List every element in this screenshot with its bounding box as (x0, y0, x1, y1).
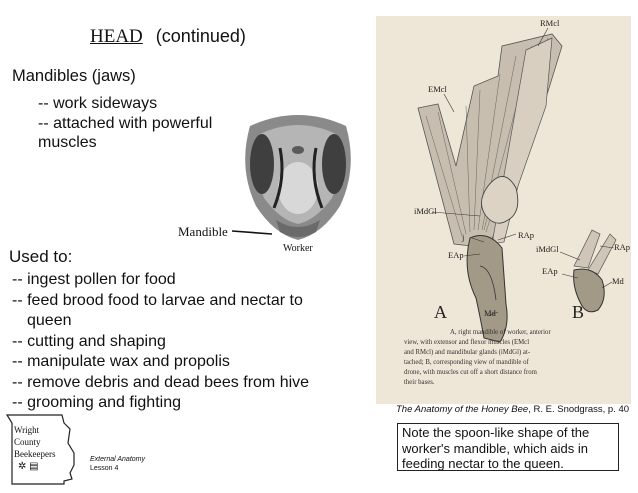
label-rap-b: RAp (614, 242, 631, 252)
title-head: HEAD (90, 26, 143, 47)
label-rmcl: RMcl (540, 18, 560, 28)
title-continued: (continued) (155, 26, 246, 46)
label-eap-a: EAp (448, 250, 464, 260)
source-book: The Anatomy of the Honey Bee (396, 404, 529, 415)
label-imdgl-a: iMdGl (414, 206, 437, 216)
label-md-a: Md (484, 308, 496, 318)
logo-line-3: Beekeepers (14, 449, 56, 459)
uses-item: -- feed brood food to larvae and nectar to (12, 291, 303, 309)
plate-caption-line: and RMcl) and mandibular glands (iMdGl) at- (404, 349, 531, 356)
label-imdgl-b: iMdGl (536, 244, 559, 254)
logo-line-1: Wright (14, 425, 40, 435)
uses-item: -- grooming and fighting (12, 394, 181, 411)
source-author: , R. E. Snodgrass, p. 40 (528, 404, 630, 415)
plate-caption-line: A, right mandible of worker, anterior (450, 329, 551, 336)
mandibles-bullet-1: -- work sideways (38, 95, 158, 112)
plate-caption-line: drone, with muscles cut off a short distance from (404, 369, 537, 376)
label-rap-a: RAp (518, 230, 535, 240)
uses-item: queen (27, 312, 72, 329)
note-box (397, 423, 619, 471)
source-citation (396, 404, 629, 415)
mandibles-bullet-2 (38, 114, 238, 152)
uses-item: -- ingest pollen for food (12, 271, 176, 288)
label-emcl: EMcl (428, 84, 447, 94)
mandible-pointer-line (232, 228, 272, 236)
mandible-anatomy-plate (376, 16, 631, 404)
label-md-b: Md (612, 276, 624, 286)
club-logo (4, 413, 76, 486)
slide-title (90, 26, 246, 48)
label-j: j (462, 232, 465, 242)
uses-item: -- cutting and shaping (12, 332, 166, 350)
worker-label: Worker (283, 243, 313, 254)
label-figure-b: B (572, 302, 585, 322)
label-figure-a: A (434, 302, 447, 322)
mandibles-heading: Mandibles (jaws) (12, 67, 136, 85)
logo-line-2: County (14, 437, 41, 447)
uses-item: -- manipulate wax and propolis (12, 353, 230, 370)
plate-caption-line: view, with extensor and flexor muscles (EMcl (404, 339, 530, 346)
mandibles-bullet-2-text: -- attached with powerful muscles (38, 115, 213, 151)
mandible-label: Mandible (178, 224, 228, 239)
footer-course: External Anatomy (90, 456, 145, 463)
label-eap-b: EAp (542, 266, 558, 276)
plate-caption-line: their bases. (404, 379, 435, 386)
bee-hive-icon: ✲ ▤ (18, 461, 39, 472)
uses-list (12, 270, 309, 414)
footer-lesson: Lesson 4 (90, 465, 119, 472)
uses-item: -- remove debris and dead bees from hive (12, 373, 310, 391)
plate-caption-line: tached; B, corresponding view of mandible of (404, 359, 529, 366)
note-text: Note the spoon-like shape of the worker's mandible, which aids in feeding nectar to the queen. (402, 425, 590, 471)
uses-heading: Used to: (9, 247, 73, 266)
